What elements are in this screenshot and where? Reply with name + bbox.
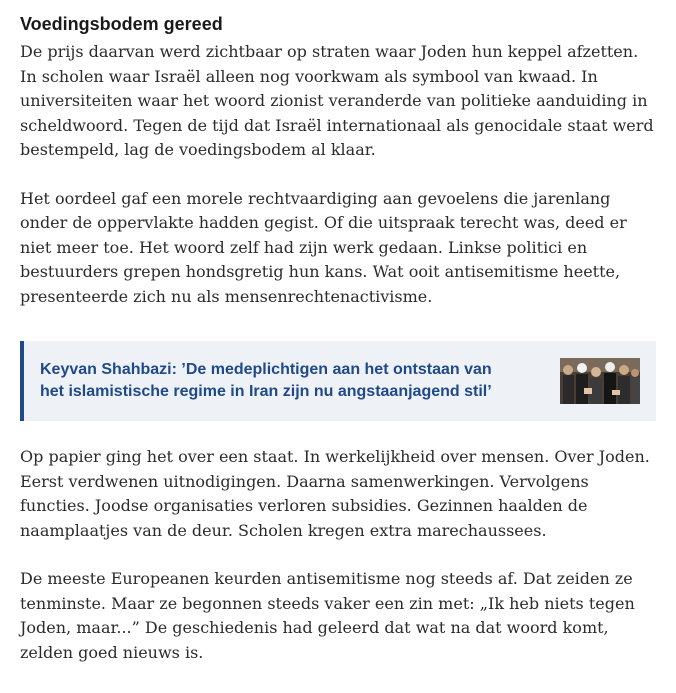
section-heading: Voedingsbodem gereed — [20, 14, 223, 34]
paragraph-2: Het oordeel gaf een morele rechtvaardiging aan gevoelens die jarenlang onder de oppervlakte hadden gegist. Of die uitspraak terecht was, deed er niet meer toe. Het woord zelf had zijn werk gedaan. Linkse politici en bestuurders grepen hondsgretig hun kans. Wat ooit antisemitisme heette, presenteerde zich nu als mensenrechtenactivisme. — [20, 188, 627, 306]
article-body — [20, 0, 656, 665]
paragraph-3: Op papier ging het over een staat. In werkelijkheid over mensen. Over Joden. Eerst verdwenen uitnodigingen. Daarna samenwerkingen. Vervolgens functies. Joodse organisaties verloren subsidies. Gezinnen haalden de naamplaatjes van de deur. Scholen kregen extra marechaussees. — [20, 447, 650, 540]
paragraph-1: De prijs daarvan werd zichtbaar op straten waar Joden hun keppel afzetten. In scholen waar Israël alleen nog voorkwam als symbool van kwaad. In universiteiten waar het woord zionist veranderde van politieke aanduiding in scheldwoord. Tegen de tijd dat Israël internationaal als genocidale staat werd bestempeld, lag de voedingsbodem al klaar. — [20, 42, 654, 159]
paragraph-4: De meeste Europeanen keurden antisemitisme nog steeds af. Dat zeiden ze tenminste. Maar ze begonnen steeds vaker een zin met: „Ik heb niets tegen Joden, maar...” De geschiedenis had geleerd dat wat na dat woord komt, zelden goed nieuws is. — [20, 569, 635, 662]
related-article-thumbnail[interactable] — [560, 358, 640, 404]
crowd-photo-thumbnail-icon — [560, 358, 640, 404]
related-article-title[interactable]: Keyvan Shahbazi: ’De medeplichtigen aan het ontstaan van het islamistische regime in Iran zijn nu angstaanjagend stil’ — [40, 361, 492, 400]
related-article-card[interactable] — [20, 341, 656, 421]
